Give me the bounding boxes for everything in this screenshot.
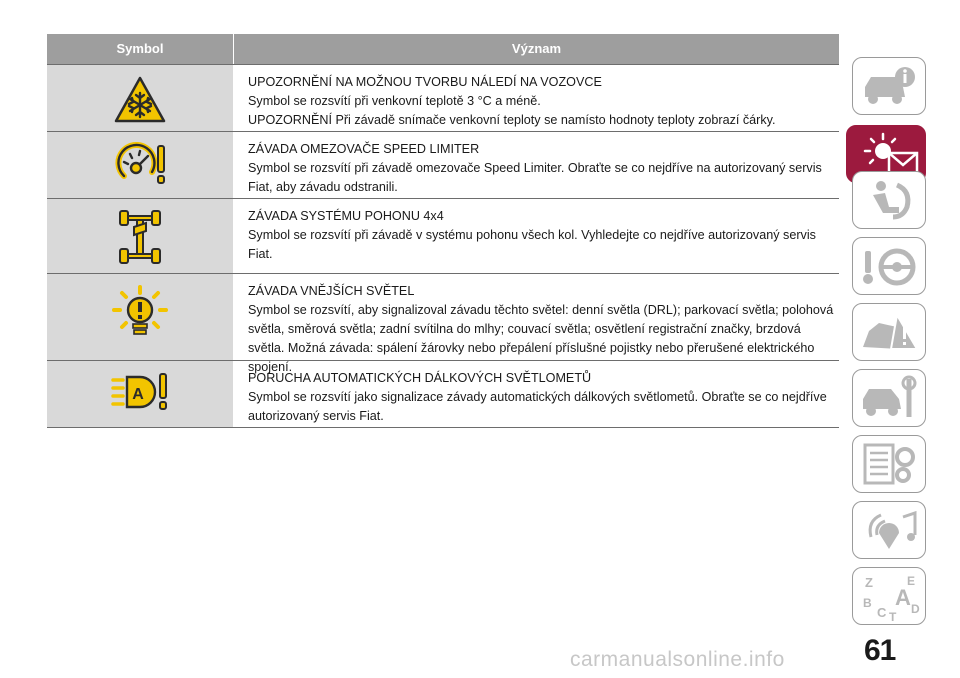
index-letter-a: A [895, 585, 911, 610]
warning-description: Symbol se rozsvítí, aby signalizoval závadu těchto světel: denní světla (DRL); parkovací světla; polohová světla, směrová světla; zadní svítilna do mlhy; couvací světla; osvětlení registrační značky, brzdová světla. Možná závada: spálení žárovky nebo přepálení příslušné pojistky nebo přerušené elektrického spojení. [248, 303, 834, 374]
car-emergency-icon [859, 309, 921, 355]
warning-title: PORUCHA AUTOMATICKÝCH DÁLKOVÝCH SVĚTLOMETŮ [248, 371, 592, 385]
watermark: carmanualsonline.info [570, 648, 785, 671]
seat-airbag-icon [859, 177, 921, 223]
tab-car-info[interactable] [852, 57, 926, 115]
svg-text:A: A [132, 386, 144, 403]
table-row [47, 199, 839, 274]
warning-title: UPOZORNĚNÍ NA MOŽNOU TVORBU NÁLEDÍ NA VOZOVCE [248, 75, 602, 89]
symbol-cell [47, 132, 233, 198]
column-header-meaning: Význam [511, 41, 562, 56]
index-letter-t: T [889, 610, 897, 621]
tab-multimedia[interactable] [852, 501, 926, 559]
multimedia-icon [859, 507, 921, 553]
frost-warning-icon [113, 75, 167, 125]
meaning-cell [233, 361, 839, 427]
car-info-icon [859, 63, 921, 109]
table-row [47, 274, 839, 374]
tab-technical-data[interactable] [852, 435, 926, 493]
tab-servicing[interactable] [852, 369, 926, 427]
index-letter-c: C [877, 605, 887, 620]
symbol-cell [47, 274, 233, 360]
warning-title: ZÁVADA SYSTÉMU POHONU 4x4 [248, 209, 444, 223]
technical-data-gears-icon [859, 441, 921, 487]
tab-safety[interactable] [852, 171, 926, 229]
table-header [47, 34, 839, 64]
meaning-cell [233, 199, 839, 273]
index-letter-z: Z [865, 575, 873, 590]
key-steering-wheel-icon [859, 243, 921, 289]
column-header-symbol: Symbol [47, 34, 234, 64]
warning-note: UPOZORNĚNÍ Při závadě snímače venkovní teploty se namísto hodnoty teploty zobrazí čárky. [248, 113, 776, 127]
speed-limiter-fault-icon [110, 142, 170, 188]
symbol-cell [47, 361, 233, 427]
warning-lights-table [47, 34, 839, 428]
table-row [47, 132, 839, 199]
tab-emergency[interactable] [852, 303, 926, 361]
auto-high-beam-fault-icon [110, 371, 170, 413]
meaning-cell [233, 65, 839, 131]
meaning-cell [233, 274, 839, 374]
four-wheel-drive-fault-icon [116, 209, 164, 267]
index-letter-e: E [907, 574, 916, 588]
warning-description: Symbol se rozsvítí při závadě v systému pohonu všech kol. Vyhledejte co nejdříve autorizovaný servis Fiat. [248, 228, 816, 261]
warning-title: ZÁVADA VNĚJŠÍCH SVĚTEL [248, 284, 415, 298]
warning-description: Symbol se rozsvítí při závadě omezovače Speed Limiter. Obraťte se co nejdříve na autorizovaný servis Fiat, aby závadu odstranili. [248, 161, 822, 194]
symbol-cell [47, 199, 233, 273]
car-maintenance-icon [859, 375, 921, 421]
index-letter-d: D [911, 602, 920, 616]
warning-title: ZÁVADA OMEZOVAČE SPEED LIMITER [248, 142, 480, 156]
index-letter-b: B [863, 596, 872, 610]
meaning-cell [233, 132, 839, 198]
warning-description: Symbol se rozsvítí jako signalizace závady automatických dálkových světlometů. Obraťte se co nejdříve autorizovaný servis Fiat. [248, 390, 827, 423]
page-number: 61 [864, 634, 896, 667]
tab-starting-driving[interactable] [852, 237, 926, 295]
table-row [47, 64, 839, 132]
index-letters-icon [859, 573, 921, 621]
table-row [47, 361, 839, 428]
warning-description: Symbol se rozsvítí při venkovní teplotě 3 °C a méně. [248, 94, 541, 108]
symbol-cell [47, 65, 233, 131]
exterior-lights-fault-icon [108, 284, 172, 340]
tab-index[interactable] [852, 567, 926, 625]
